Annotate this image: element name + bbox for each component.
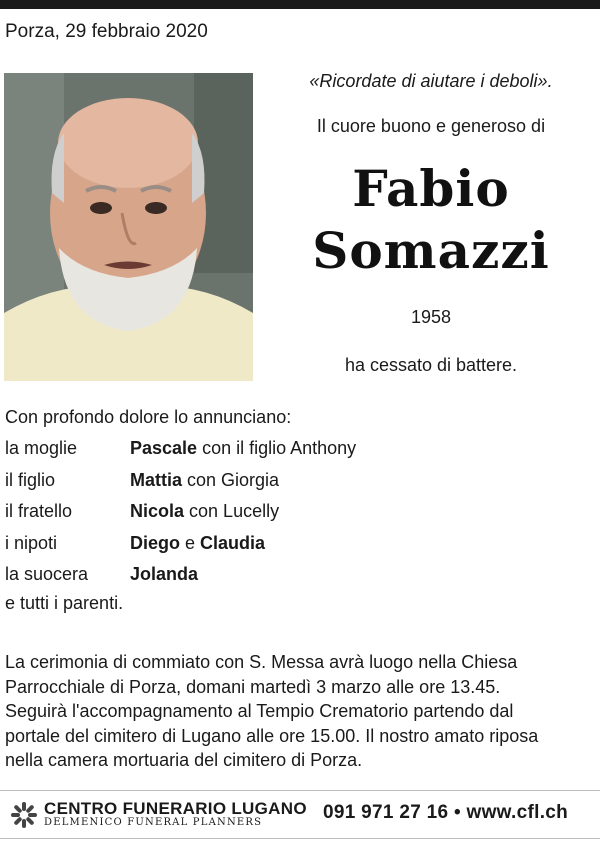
relative-role: il fratello xyxy=(5,501,73,521)
relative-role: il figlio xyxy=(5,469,56,490)
footer-divider xyxy=(0,790,600,791)
relative-row xyxy=(5,564,356,596)
announce-line: Con profondo dolore lo annunciano: xyxy=(5,407,292,427)
ceremony-paragraph: La cerimonia di commiato con S. Messa avrà luogo nella Chiesa Parrocchiale di Porza, domani martedì 3 marzo alle ore 13.45. Seguirà l'accompagnamento al Tempio Crematorio partendo dal portale del cimitero di Lugano alle ore 15.00. Il nostro amato riposa nella camera mortuaria del cimitero di Porza. xyxy=(5,652,539,770)
contact-info: 091 971 27 16 • www.cfl.ch xyxy=(323,802,569,823)
funeral-home-name: CENTRO FUNERARIO LUGANO xyxy=(44,799,307,818)
ceased-line: ha cessato di battere. xyxy=(344,355,518,375)
relative-role: la moglie xyxy=(5,438,78,458)
relative-extra: e xyxy=(180,532,201,553)
top-bar xyxy=(0,0,600,9)
quote: «Ricordate di aiutare i deboli». xyxy=(309,71,553,91)
footer-divider xyxy=(0,838,600,839)
relative-role: i nipoti xyxy=(5,532,58,553)
relative-row xyxy=(5,533,356,565)
relative-name: Mattia xyxy=(130,469,183,490)
relative-name: Jolanda xyxy=(130,564,199,584)
relative-extra: con Lucelly xyxy=(184,501,280,521)
relative-name-2: Claudia xyxy=(200,532,266,553)
relative-extra: con Giorgia xyxy=(182,469,280,490)
relative-row xyxy=(5,501,356,533)
funeral-home-subtitle: DELMENICO FUNERAL PLANNERS xyxy=(44,817,263,828)
relative-row xyxy=(5,438,356,470)
portrait-photo xyxy=(4,73,253,381)
place-date: Porza, 29 febbraio 2020 xyxy=(5,21,208,42)
relative-extra: con il figlio Anthony xyxy=(197,438,357,458)
intro-line: Il cuore buono e generoso di xyxy=(316,116,546,136)
relative-name: Diego xyxy=(130,532,181,553)
relative-name: Pascale xyxy=(130,438,198,458)
relatives-list xyxy=(5,438,356,596)
relative-row xyxy=(5,470,356,502)
birth-year: 1958 xyxy=(410,307,452,327)
relative-name: Nicola xyxy=(130,501,185,521)
deceased-first-name: Fabio xyxy=(352,159,510,218)
deceased-last-name: Somazzi xyxy=(312,221,550,280)
all-relatives-line: e tutti i parenti. xyxy=(5,593,124,613)
relative-role: la suocera xyxy=(5,564,89,584)
flower-logo-icon xyxy=(10,801,38,829)
